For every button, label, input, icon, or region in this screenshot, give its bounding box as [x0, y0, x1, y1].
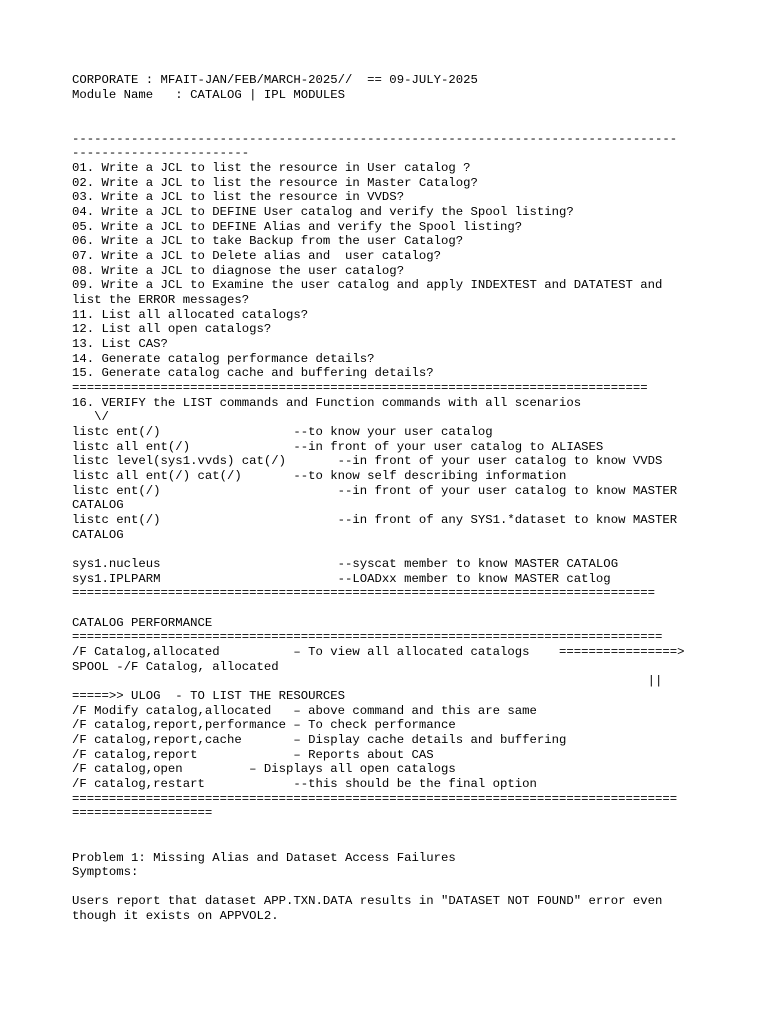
- dash-separator-wrap: ------------------------: [72, 146, 250, 160]
- question-01: 01. Write a JCL to list the resource in User catalog ?: [72, 161, 471, 175]
- problem-text: though it exists on APPVOL2.: [72, 909, 279, 923]
- question-09-wrap: list the ERROR messages?: [72, 293, 250, 307]
- equals-separator: ==============================================================================: [72, 381, 648, 395]
- performance-line: /F catalog,open – Displays all open catalogs: [72, 762, 456, 776]
- verify-line: listc all ent(/) cat(/) --to know self describing information: [72, 469, 567, 483]
- question-08: 08. Write a JCL to diagnose the user catalog?: [72, 264, 405, 278]
- problem-title: Problem 1: Missing Alias and Dataset Access Failures: [72, 851, 456, 865]
- verify-line: CATALOG: [72, 528, 124, 542]
- question-07: 07. Write a JCL to Delete alias and user catalog?: [72, 249, 441, 263]
- question-14: 14. Generate catalog performance details?: [72, 352, 375, 366]
- question-02: 02. Write a JCL to list the resource in Master Catalog?: [72, 176, 478, 190]
- equals-separator: ===============================================================================: [72, 586, 655, 600]
- performance-line: /F catalog,restart --this should be the final option: [72, 777, 537, 791]
- verify-arrow: \/: [72, 410, 109, 424]
- verify-line: listc ent(/) --to know your user catalog: [72, 425, 493, 439]
- sys-line: sys1.nucleus --syscat member to know MASTER CATALOG: [72, 557, 619, 571]
- performance-pipe: ||: [72, 674, 663, 688]
- verify-line: listc ent(/) --in front of your user catalog to know MASTER: [72, 484, 678, 498]
- verify-line: listc level(sys1.vvds) cat(/) --in front of your user catalog to know VVDS: [72, 454, 663, 468]
- question-05: 05. Write a JCL to DEFINE Alias and verify the Spool listing?: [72, 220, 523, 234]
- performance-line: /F catalog,report,performance – To check performance: [72, 718, 456, 732]
- question-12: 12. List all open catalogs?: [72, 322, 272, 336]
- sys-line: sys1.IPLPARM --LOADxx member to know MASTER catlog: [72, 572, 611, 586]
- dash-separator: ----------------------------------------------------------------------------------: [72, 132, 678, 146]
- question-15: 15. Generate catalog cache and buffering details?: [72, 366, 434, 380]
- problem-text: Users report that dataset APP.TXN.DATA results in "DATASET NOT FOUND" error even: [72, 894, 663, 908]
- verify-line: listc ent(/) --in front of any SYS1.*dataset to know MASTER: [72, 513, 678, 527]
- equals-separator-wrap: ===================: [72, 806, 213, 820]
- performance-line: /F Modify catalog,allocated – above command and this are same: [72, 704, 537, 718]
- question-03: 03. Write a JCL to list the resource in VVDS?: [72, 190, 405, 204]
- question-13: 13. List CAS?: [72, 337, 168, 351]
- question-04: 04. Write a JCL to DEFINE User catalog and verify the Spool listing?: [72, 205, 574, 219]
- performance-line: =====>> ULOG - TO LIST THE RESOURCES: [72, 689, 346, 703]
- equals-separator: ==================================================================================: [72, 792, 678, 806]
- verify-line: listc all ent(/) --in front of your user catalog to ALIASES: [72, 440, 604, 454]
- question-09: 09. Write a JCL to Examine the user catalog and apply INDEXTEST and DATATEST and: [72, 278, 663, 292]
- equals-separator: ================================================================================: [72, 630, 663, 644]
- performance-title: CATALOG PERFORMANCE: [72, 616, 213, 630]
- question-06: 06. Write a JCL to take Backup from the user Catalog?: [72, 234, 464, 248]
- header-corporate: CORPORATE : MFAIT-JAN/FEB/MARCH-2025// == 09-JULY-2025: [72, 73, 478, 87]
- header-module: Module Name : CATALOG | IPL MODULES: [72, 88, 346, 102]
- performance-line: /F catalog,report,cache – Display cache details and buffering: [72, 733, 567, 747]
- verify-line: CATALOG: [72, 498, 124, 512]
- question-11: 11. List all allocated catalogs?: [72, 308, 309, 322]
- performance-line: /F Catalog,allocated – To view all allocated catalogs ================>: [72, 645, 685, 659]
- symptoms-label: Symptoms:: [72, 865, 139, 879]
- performance-line: SPOOL -/F Catalog, allocated: [72, 660, 279, 674]
- performance-line: /F catalog,report – Reports about CAS: [72, 748, 434, 762]
- verify-title: 16. VERIFY the LIST commands and Function commands with all scenarios: [72, 396, 582, 410]
